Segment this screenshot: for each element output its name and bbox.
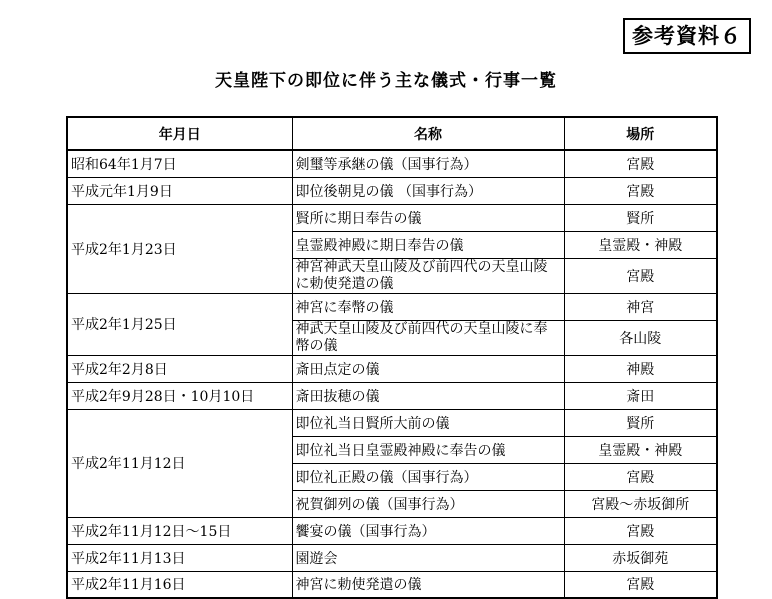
date-cell: 平成2年11月12日～15日 [67,517,292,544]
event-name-cell: 神宮神武天皇山陵及び前四代の天皇山陵に勅使発遣の儀 [292,258,564,293]
event-name-cell: 神武天皇山陵及び前四代の天皇山陵に奉幣の儀 [292,320,564,355]
table-row [67,544,717,571]
event-place-cell: 宮殿 [564,571,717,598]
event-name-cell: 祝賀御列の儀（国事行為） [292,490,564,517]
date-cell: 昭和64年1月7日 [67,150,292,177]
date-cell: 平成2年11月12日 [67,409,292,517]
date-cell: 平成2年11月13日 [67,544,292,571]
event-name-cell: 即位礼当日皇霊殿神殿に奉告の儀 [292,436,564,463]
table-row [67,409,717,436]
table-row [67,177,717,204]
table-row [67,293,717,320]
event-name-cell: 即位礼当日賢所大前の儀 [292,409,564,436]
event-place-cell: 神殿 [564,355,717,382]
date-cell: 平成2年1月23日 [67,204,292,293]
table-header [67,117,717,150]
table-row [67,355,717,382]
event-name-cell: 神宮に奉幣の儀 [292,293,564,320]
table-row [67,382,717,409]
event-place-cell: 皇霊殿・神殿 [564,436,717,463]
header-name: 名称 [292,117,564,150]
event-name-cell: 神宮に勅使発遣の儀 [292,571,564,598]
reference-material-badge: 参考資料６ [623,18,751,54]
event-place-cell: 皇霊殿・神殿 [564,231,717,258]
event-place-cell: 赤坂御苑 [564,544,717,571]
date-cell: 平成2年1月25日 [67,293,292,355]
table-row [67,571,717,598]
event-name-cell: 賢所に期日奉告の儀 [292,204,564,231]
event-place-cell: 賢所 [564,409,717,436]
event-place-cell: 斎田 [564,382,717,409]
event-name-cell: 斎田点定の儀 [292,355,564,382]
header-row [67,117,717,150]
table-row [67,150,717,177]
event-place-cell: 神宮 [564,293,717,320]
table-row [67,517,717,544]
header-place: 場所 [564,117,717,150]
date-cell: 平成2年11月16日 [67,571,292,598]
table-body [67,150,717,598]
event-place-cell: 賢所 [564,204,717,231]
event-place-cell: 宮殿 [564,258,717,293]
event-name-cell: 剣璽等承継の儀（国事行為） [292,150,564,177]
event-name-cell: 園遊会 [292,544,564,571]
event-place-cell: 宮殿 [564,150,717,177]
event-name-cell: 即位礼正殿の儀（国事行為） [292,463,564,490]
event-name-cell: 斎田抜穂の儀 [292,382,564,409]
event-name-cell: 即位後朝見の儀 （国事行為） [292,177,564,204]
event-place-cell: 各山陵 [564,320,717,355]
event-name-cell: 饗宴の儀（国事行為） [292,517,564,544]
event-place-cell: 宮殿 [564,463,717,490]
page-title: 天皇陛下の即位に伴う主な儀式・行事一覧 [215,71,557,91]
date-cell: 平成2年9月28日・10月10日 [67,382,292,409]
header-date: 年月日 [67,117,292,150]
event-place-cell: 宮殿～赤坂御所 [564,490,717,517]
event-name-cell: 皇霊殿神殿に期日奉告の儀 [292,231,564,258]
event-place-cell: 宮殿 [564,177,717,204]
date-cell: 平成2年2月8日 [67,355,292,382]
date-cell: 平成元年1月9日 [67,177,292,204]
table-row [67,204,717,231]
event-place-cell: 宮殿 [564,517,717,544]
ceremony-table [66,116,718,599]
